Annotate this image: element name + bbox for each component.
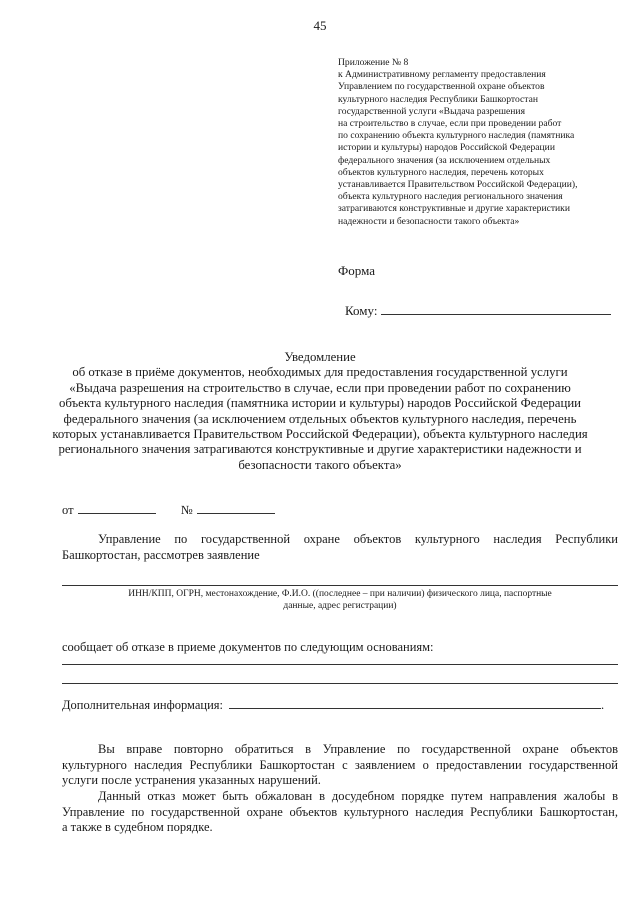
appendix-line: по сохранению объекта культурного наследия (памятника	[338, 130, 575, 142]
intro-paragraph	[62, 532, 618, 563]
date-label: от	[62, 503, 74, 517]
appeal-line: а также в судебном порядке.	[62, 820, 213, 834]
recipient-row	[345, 302, 611, 319]
applicant-field[interactable]	[62, 585, 618, 586]
notice-line: «Выдача разрешения на строительство в случае, если при проведении работ по сохранению	[69, 380, 571, 395]
recipient-label: Кому:	[345, 303, 378, 318]
caption-line: данные, адрес регистрации)	[283, 601, 397, 611]
notice-line: безопасности такого объекта»	[238, 457, 402, 472]
notice-line: регионального значения затрагиваются конструктивные и другие характеристики надежности и	[58, 442, 582, 457]
reapply-line: Вы вправе повторно обратиться в Управление по государственной охране объектов	[98, 742, 618, 756]
refusal-text: сообщает об отказе в приеме документов по следующим основаниям:	[62, 640, 434, 654]
appeal-line: Управление по государственной охране объектов культурного наследия Республики Башкортостан,	[62, 804, 618, 819]
appendix-line: затрагиваются конструктивные и другие характеристики	[338, 203, 570, 215]
notice-title: Уведомление	[284, 350, 356, 364]
appendix-line: к Административному регламенту предоставления	[338, 69, 546, 81]
appendix-line: надежности и безопасности такого объекта»	[338, 215, 520, 227]
reason-field-2[interactable]	[62, 683, 618, 684]
number-label: №	[180, 503, 193, 517]
additional-info-row	[62, 697, 604, 713]
page-number: 45	[313, 18, 327, 33]
appendix-line: устанавливается Правительством Российской Федерации),	[338, 179, 578, 191]
notice-block	[40, 350, 600, 473]
date-number-row	[62, 502, 279, 518]
appendix-line: истории и культуры) народов Российской Федерации	[338, 142, 555, 154]
applicant-caption	[62, 588, 618, 612]
appendix-line: Управлением по государственной охране объектов	[338, 81, 545, 93]
date-field[interactable]	[78, 502, 156, 514]
appendix-line: объекта культурного наследия регионального значения	[338, 191, 563, 203]
additional-info-label: Дополнительная информация:	[62, 698, 223, 712]
intro-line: Башкортостан, рассмотрев заявление	[62, 547, 260, 562]
appeal-paragraph	[62, 789, 618, 836]
appendix-line: объектов культурного наследия, перечень которых	[338, 166, 544, 178]
notice-line: объекта культурного наследия (памятника истории и культуры) народов Российской Федерации	[58, 396, 582, 411]
recipient-field[interactable]	[381, 302, 611, 315]
appendix-line: федерального значения (за исключением отдельных	[338, 154, 551, 166]
notice-line: об отказе в приёме документов, необходимых для предоставления государственной услуги	[72, 365, 568, 380]
appendix-line: Приложение № 8	[338, 57, 409, 68]
reason-field-1[interactable]	[62, 664, 618, 665]
form-label: Форма	[338, 263, 375, 278]
appeal-line: Данный отказ может быть обжалован в досудебном порядке путем направления жалобы в	[98, 789, 618, 803]
appendix-line: культурного наследия Республики Башкортостан	[338, 93, 538, 105]
caption-line: ИНН/КПП, ОГРН, местонахождение, Ф.И.О. ((последнее – при наличии) физического лица, паспортные	[128, 589, 552, 599]
reapply-paragraph	[62, 742, 618, 789]
reapply-line: культурного наследия Республики Башкортостан с заявлением о предоставлении государственной	[62, 757, 618, 772]
notice-line: которых устанавливается Правительством Российской Федерации), объекта культурного наследия	[52, 427, 588, 442]
reapply-line: услуги после устранения указанных нарушений.	[62, 773, 321, 787]
additional-info-end: .	[601, 698, 605, 712]
additional-info-field[interactable]	[229, 697, 601, 709]
intro-line: Управление по государственной охране объектов культурного наследия Республики	[98, 532, 618, 546]
number-field[interactable]	[197, 502, 275, 514]
notice-line: федерального значения (за исключением отдельных объектов культурного наследия, перечень	[63, 411, 577, 426]
appendix-line: на строительство в случае, если при проведении работ	[338, 118, 562, 130]
appendix-header	[338, 57, 628, 228]
appendix-line: государственной услуги «Выдача разрешения	[338, 105, 525, 117]
